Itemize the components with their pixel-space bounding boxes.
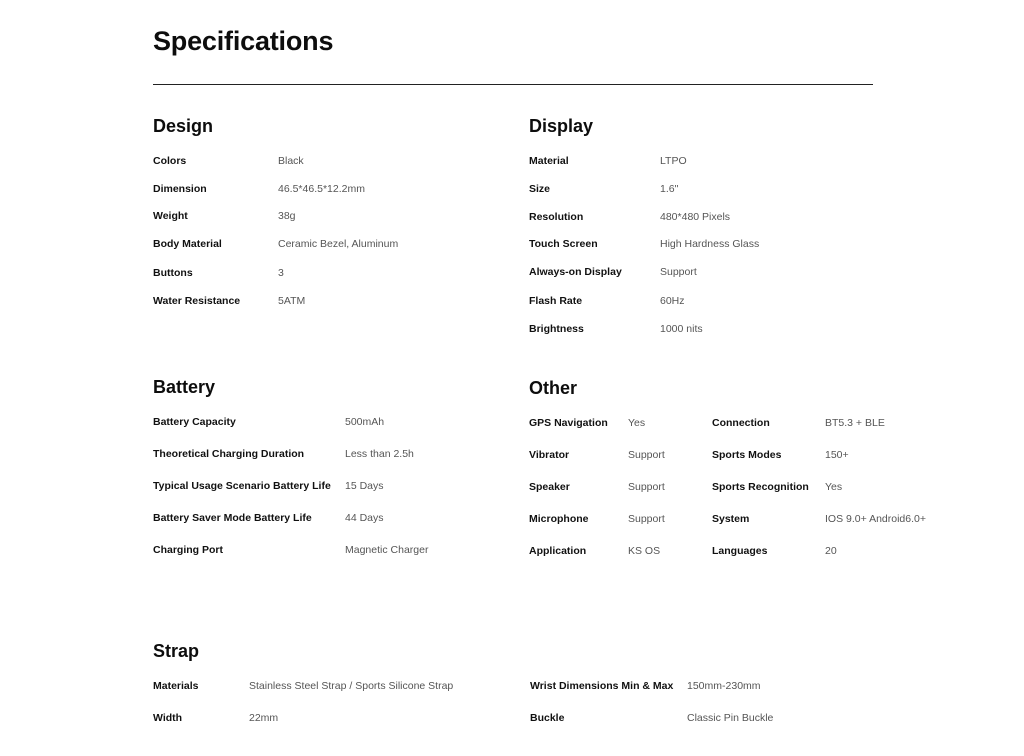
divider: [153, 84, 873, 85]
spec-value: 500mAh: [345, 416, 385, 428]
spec-value: 1.6": [660, 183, 679, 195]
spec-value: Support: [628, 481, 665, 493]
spec-value: IOS 9.0+ Android6.0+: [825, 513, 926, 525]
spec-label: Size: [529, 183, 551, 195]
spec-value: 15 Days: [345, 480, 384, 492]
spec-label: Battery Saver Mode Battery Life: [153, 512, 312, 524]
spec-label: Width: [153, 712, 183, 724]
spec-value: Black: [278, 155, 304, 167]
page-title: Specifications: [153, 26, 334, 56]
spec-label: GPS Navigation: [529, 417, 608, 429]
spec-value: Support: [628, 449, 665, 461]
spec-label: Flash Rate: [529, 295, 583, 307]
spec-value: Less than 2.5h: [345, 448, 414, 460]
spec-label: Connection: [712, 417, 770, 429]
spec-label: Colors: [153, 155, 187, 167]
spec-label: System: [712, 513, 750, 525]
battery-section-title: Battery: [153, 377, 216, 397]
spec-value: BT5.3 + BLE: [825, 417, 885, 429]
spec-value: 46.5*46.5*12.2mm: [278, 183, 365, 195]
spec-value: Yes: [825, 481, 843, 493]
spec-label: Charging Port: [153, 544, 223, 556]
spec-label: Sports Recognition: [712, 481, 809, 493]
spec-value: KS OS: [628, 545, 661, 557]
spec-value: Magnetic Charger: [345, 544, 429, 556]
spec-value: 480*480 Pixels: [660, 211, 731, 223]
spec-label: Touch Screen: [529, 238, 598, 250]
other-section-title: Other: [529, 378, 578, 398]
spec-label: Buttons: [153, 267, 193, 279]
spec-label: Vibrator: [529, 449, 570, 461]
spec-label: Materials: [153, 680, 199, 692]
design-section-title: Design: [153, 116, 214, 136]
spec-value: Support: [660, 266, 697, 278]
spec-label: Wrist Dimensions Min & Max: [530, 680, 674, 692]
spec-value: Support: [628, 513, 665, 525]
spec-value: LTPO: [660, 155, 687, 167]
spec-value: 150+: [825, 449, 849, 461]
spec-label: Resolution: [529, 211, 584, 223]
spec-label: Microphone: [529, 513, 589, 525]
spec-value: 1000 nits: [660, 323, 703, 335]
spec-value: 22mm: [249, 712, 279, 724]
spec-value: 44 Days: [345, 512, 384, 524]
display-section-title: Display: [529, 116, 594, 136]
spec-value: 3: [278, 267, 284, 279]
strap-section-title: Strap: [153, 641, 200, 661]
spec-label: Typical Usage Scenario Battery Life: [153, 480, 331, 492]
spec-label: Weight: [153, 210, 188, 222]
spec-value: Ceramic Bezel, Aluminum: [278, 238, 399, 250]
spec-label: Body Material: [153, 238, 222, 250]
spec-value: High Hardness Glass: [660, 238, 760, 250]
spec-value: 38g: [278, 210, 296, 222]
spec-label: Languages: [712, 545, 768, 557]
spec-value: Stainless Steel Strap / Sports Silicone Strap: [249, 680, 454, 692]
spec-label: Always-on Display: [529, 266, 622, 278]
spec-label: Dimension: [153, 183, 207, 195]
spec-label: Sports Modes: [712, 449, 782, 461]
spec-value: Classic Pin Buckle: [687, 712, 774, 724]
spec-label: Battery Capacity: [153, 416, 236, 428]
spec-label: Buckle: [530, 712, 565, 724]
spec-label: Speaker: [529, 481, 570, 493]
spec-value: 5ATM: [278, 295, 306, 307]
spec-label: Brightness: [529, 323, 584, 335]
spec-label: Theoretical Charging Duration: [153, 448, 305, 460]
spec-value: 20: [825, 545, 837, 557]
spec-label: Water Resistance: [153, 295, 241, 307]
spec-label: Application: [529, 545, 587, 557]
spec-label: Material: [529, 155, 569, 167]
spec-value: Yes: [628, 417, 646, 429]
spec-value: 60Hz: [660, 295, 685, 307]
spec-value: 150mm-230mm: [687, 680, 761, 692]
